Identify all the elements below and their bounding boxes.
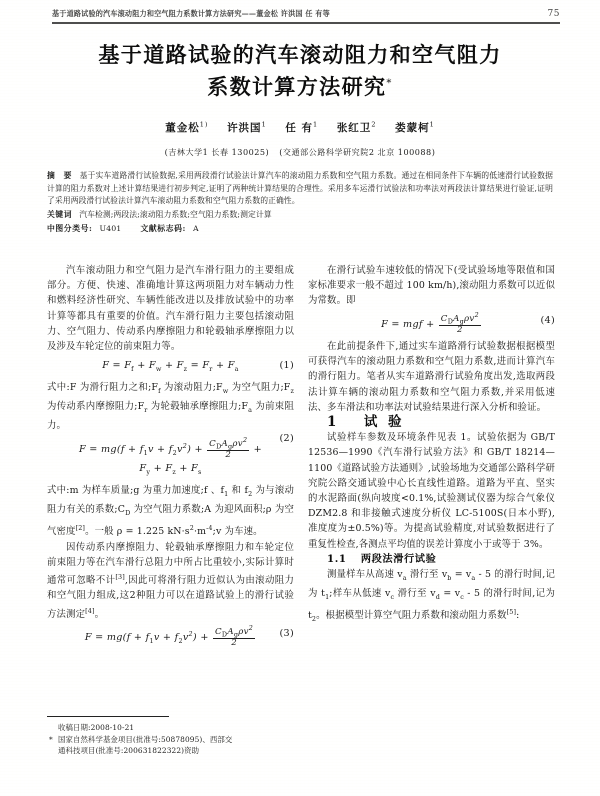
funding-marker: *: [49, 734, 53, 744]
title-line-2: 系数计算方法研究: [207, 74, 387, 99]
author-name: 董金松: [165, 122, 200, 134]
author-list: [0, 120, 600, 135]
footnote-rule: [47, 716, 169, 717]
equation-4: [308, 310, 555, 336]
equation-number: (4): [540, 314, 555, 326]
author-affil-marker: 1): [199, 120, 209, 129]
section-number: 1: [327, 413, 340, 430]
abstract-paragraph: [47, 170, 553, 208]
affiliation-list: [0, 147, 600, 158]
fraction: [213, 625, 255, 648]
fraction-denominator: 2: [225, 449, 232, 460]
paragraph: 因传动系内摩擦阻力、轮毂轴承摩擦阻力和车轮定位前束阻力等在汽车滑行总阻力中所占比重较小,实际计算时通常可忽略不计[3],因此可将滑行阻力近似认为由滚动阻力和空气阻力组成,这2种阻力可以在道路试验上的滑行试验方法测定[4]。: [47, 541, 294, 620]
equation-second-line: $F_y + F_z + F_s$: [139, 463, 202, 476]
author-name: 张红卫: [336, 122, 372, 134]
fraction-denominator: 2: [231, 638, 237, 649]
equation-body-post: +: [253, 443, 263, 455]
author-name: 任 有: [285, 122, 314, 134]
subsection-title: 两段法滑行试验: [360, 552, 437, 565]
author-item: [395, 122, 435, 134]
classification-label: 中图分类号:: [47, 224, 93, 234]
classification-value: U401: [99, 224, 122, 234]
title-line-1: 基于道路试验的汽车滚动阻力和空气阻力: [98, 42, 502, 67]
body-column-right: [308, 263, 555, 627]
page-number: 75: [547, 9, 560, 19]
abstract-text: 基于实车道路滑行试验数据,采用两段滑行试验法计算汽车的滚动阻力系数和空气阻力系数。通过在相同条件下车辆的低速滑行试验数据计算的阻力系数对上述计算结果进行初步判定,证明了两种统计算结果的合理性。采用多车运滑行试验法和功率法对两段法计算结果进行验证,证明了采用两段滑行试验法计算汽车滚动阻力系数和空气阻力系数的正确性。: [47, 171, 553, 206]
paragraph: 在滑行试验车速较低的情况下(受试验场地等限值和国家标准要求一般不超过 100 km/h),滚动阻力系数可以近似为常数。即: [308, 265, 555, 307]
funding-text-1: 国家自然科学基金项目(批准号:50878095)、西部交: [58, 734, 233, 744]
equation-1: [47, 358, 294, 377]
fraction-denominator: 2: [456, 324, 463, 335]
keywords-label: 关键词: [47, 210, 73, 220]
footnote-block: [47, 722, 297, 757]
title-footnote-star: *: [386, 78, 393, 89]
author-item: [165, 122, 208, 134]
equation-body-pre: F = mgf +: [381, 318, 435, 330]
author-affil-marker: 1: [261, 120, 267, 129]
keywords-line: [47, 209, 553, 222]
author-item: [285, 122, 318, 134]
classification-line: [47, 223, 553, 236]
fraction-numerator: $C_DA_g\rho v^2$: [209, 435, 248, 451]
equation-body-pre: $F = mg(f + f_1v + f_2v^2)$ +: [78, 441, 203, 457]
running-head-title: 基于道路试验的汽车滚动阻力和空气阻力系数计算方法研究——董金松 许洪国 任 有等: [52, 8, 330, 19]
section-title: 试 验: [363, 413, 405, 430]
author-affil-marker: 1: [313, 120, 319, 129]
keywords-text: 汽车检测;两段法;滚动阻力系数;空气阻力系数;测定计算: [79, 210, 272, 220]
author-item: [227, 122, 267, 134]
doc-code-label: 文献标志码:: [140, 224, 186, 234]
fraction-numerator: $C_DA_g\rho v^2$: [215, 623, 254, 639]
abstract-block: [47, 170, 553, 236]
affiliation-item: (交通部公路科学研究院2 北京 100088): [279, 147, 436, 157]
paragraph: 汽车滚动阻力和空气阻力是汽车滑行阻力的主要组成部分。方便、快速、准确地计算这两项阻力对车辆动力性和燃料经济性研究、车辆性能改进以及排放试验中的功率计算等都具有重要的价值。汽车滑行阻力主要包括滚动阻力、空气阻力、传动系内摩擦阻力和轮毂轴承摩擦阻力以及涉及车轮定位的前束阻力等。: [47, 265, 294, 353]
funding-text-2: 通科技项目(批准号:200631822322)资助: [58, 746, 200, 756]
funding-line-continued: [47, 745, 297, 757]
funding-line: [47, 734, 297, 746]
author-affil-marker: 2: [371, 120, 377, 129]
section-heading-1-1: [308, 552, 555, 567]
doc-code-value: A: [192, 224, 199, 234]
equation-body-pre: $F = mg(f + f_1v + f_2v^2)$ +: [84, 629, 209, 645]
paragraph: 在此前提条件下,通过实车道路滑行试验数据根据模型可获得汽车的滚动阻力系数和空气阻力系数,进而计算汽车的滑行阻力。笔者从实车道路滑行试验角度出发,选取两段法计算车辆的滚动阻力系数和空气阻力系数,并采用低速法、多车滑法和功率法对试验结果进行深入分析和验证。: [308, 340, 555, 413]
paragraph: 测量样车从高速 $v_a$ 滑行至 $v_b = v_a - 5$ 的滑行时间,记为 $t_1$;样车从低速 $v_c$ 滑行至 $v_d = v_c - 5$ 的滑行时间,记为 $t_2$。根据模型计算空气阻力系数和滚动阻力系数[5]:: [308, 568, 555, 624]
page-title: [0, 40, 600, 101]
title-line-2-wrap: [0, 69, 600, 101]
equation-number: (2): [279, 432, 294, 444]
fraction: [439, 312, 481, 335]
body-column-left: [47, 263, 294, 652]
affiliation-item: (吉林大学1 长春 130025): [164, 147, 270, 157]
author-name: 许洪国: [227, 122, 262, 134]
running-head: [52, 9, 560, 23]
header-rule: [52, 22, 560, 24]
received-date-line: [47, 722, 297, 734]
received-date: 2008-10-21: [90, 723, 135, 732]
equation-3: [47, 623, 294, 649]
equation-number: (1): [279, 360, 294, 372]
subsection-number: 1.1: [327, 552, 347, 565]
received-label: 收稿日期:: [58, 723, 91, 732]
equation-number: (3): [279, 627, 294, 639]
abstract-label: 摘 要: [47, 171, 75, 180]
fraction: [207, 437, 249, 460]
paragraph: 式中:F 为滑行阻力之和$;F_f$ 为滚动阻力$;F_w$ 为空气阻力$;F_z$ 为传动系内摩擦阻力$;F_r$ 为轮毂轴承摩擦阻力$;F_a$ 为前束阻力。: [47, 382, 294, 432]
equation-body: $F = F_f + F_w + F_z = F_r + F_a$: [102, 360, 239, 374]
section-heading-1: [308, 415, 555, 430]
author-affil-marker: 1: [429, 120, 435, 129]
equation-2: [47, 432, 294, 480]
paragraph: 试验样车参数及环境条件见表 1。试验依据为 GB/T 12536—1990《汽车滑行试验方法》和 GB/T 18214—1100《道路试验方法通则》,试验场地为交通部公路科学研究院公路交通试验中心长直线性道路。道路为平直、坚实的水泥路面(纵向坡度<0.1%,试验测试仪器为综合气象仪 DZM2.8 和非接触式速度分析仪 LC-5100S(日本小野),准度度为±0.5%)等。为提高试验精度,对试验数据进行了重复性检查,各测点平均值的误差计算度小于或等于 3%。: [308, 432, 555, 550]
author-name: 娄蒙柯: [395, 122, 430, 134]
author-item: [337, 122, 377, 134]
paragraph: 式中:m 为样车质量;g 为重力加速度;f 、$f_1$ 和 $f_2$ 为与滚动阻力有关的系数$;C_D$ 为空气阻力系数;A 为迎风面积;ρ 为空气密度[2]。一般 ρ = 1.225 $kN\cdot s^2\cdot m^{-4};v$ 为车速。: [47, 485, 294, 538]
fraction-numerator: $C_DA_g\rho v^2$: [440, 310, 479, 326]
